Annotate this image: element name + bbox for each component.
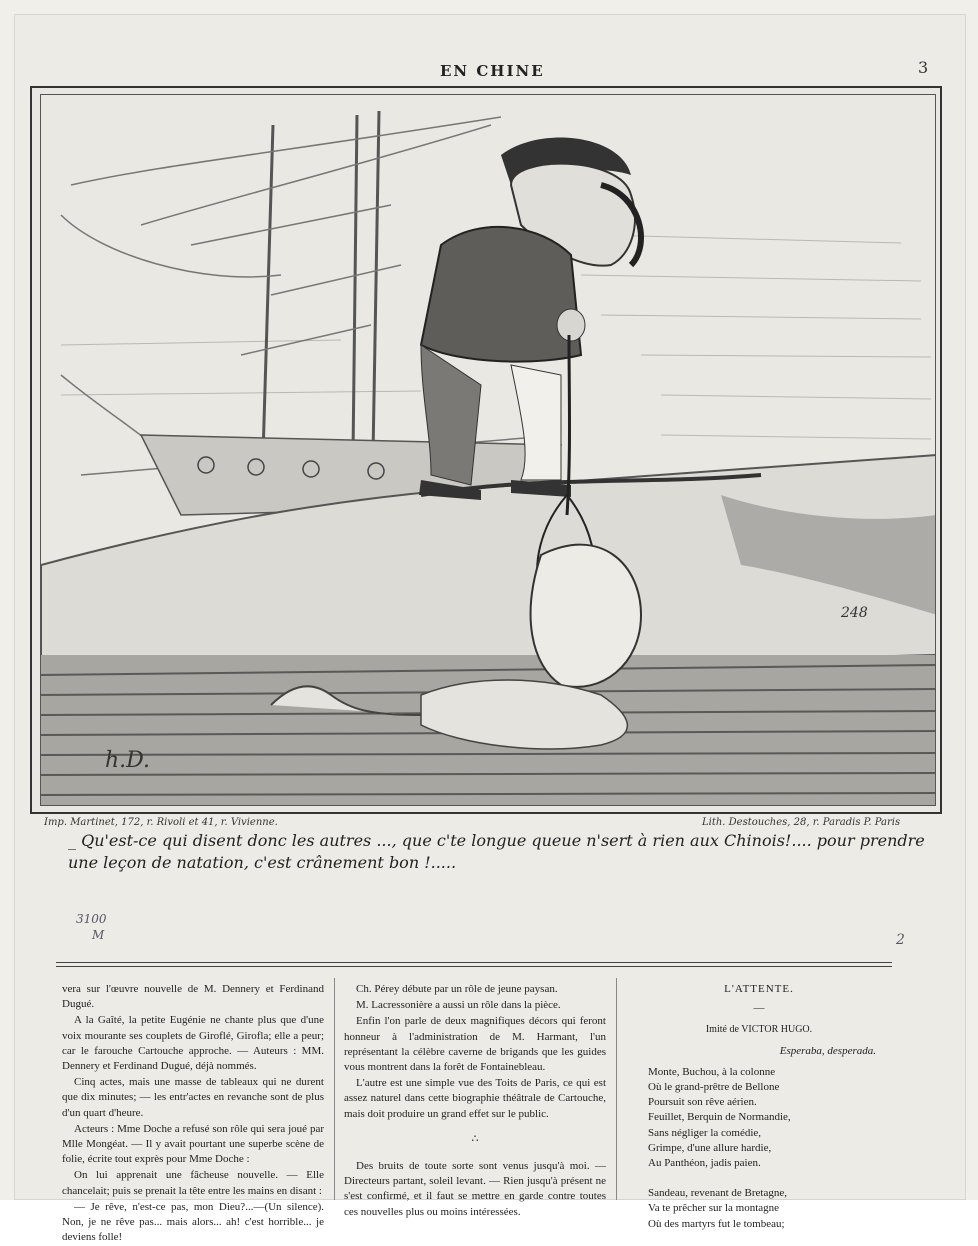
poem-line: Sandeau, revenant de Bretagne, — [648, 1187, 787, 1200]
caricature-drawing — [41, 95, 936, 806]
article-paragraph: L'autre est une simple vue des Toits de Paris, ce qui est assez naturel dans cette biographie théâtrale de Cartouche, mais doit produire un grand effet sur le public. — [344, 1077, 606, 1120]
poem-epigraph: Esperaba, desperada. — [779, 1044, 876, 1057]
article-paragraph: Des bruits de toute sorte sont venus jusqu'à moi. — Directeurs partant, soleil levant. — Rien jusqu'à présent ne s'est confirmé, et il faut se mettre en garde contre toutes ces nouvelles plus ou moins intéressées. — [344, 1160, 606, 1218]
article-paragraph: — Je rêve, n'est-ce pas, mon Dieu?...—(Un silence). Non, je ne rêve pas... mais alors... ah! c'est horrible... je deviens folle! — [62, 1200, 324, 1244]
section-separator: ∴ — [471, 1132, 479, 1145]
plate-number: 248 — [841, 605, 868, 621]
poem-line: Monte, Buchou, à la colonne — [648, 1065, 776, 1078]
pencil-annotation: M — [92, 928, 105, 942]
article-column-1 — [62, 982, 324, 1246]
column-divider — [616, 978, 617, 1200]
poem-line: Feuillet, Berquin de Normandie, — [648, 1111, 791, 1124]
lithographer-imprint: Lith. Destouches, 28, r. Paradis P. Paris — [702, 817, 901, 828]
page-number: 3 — [918, 58, 929, 77]
poem-line: Poursuit son rêve aérien. — [648, 1096, 757, 1109]
column-divider — [334, 978, 335, 1200]
lithograph-illustration — [40, 94, 936, 806]
article-paragraph: Acteurs : Mme Doche a refusé son rôle qui sera joué par Mlle Mongéat. — Il y avait pourtant une superbe scène de folie, écrite tout exprès pour Mme Doche : — [62, 1122, 324, 1166]
article-paragraph: Ch. Pérey débute par un rôle de jeune paysan. — [356, 983, 558, 995]
article-paragraph: Cinq actes, mais une masse de tableaux qui ne durent que dix minutes; — les entr'actes en revanche sont de plus d'un quart d'heure. — [62, 1076, 324, 1119]
poem-line: Où des martyrs fut le tombeau; — [648, 1217, 785, 1230]
lithograph-caption: _ Qu'est-ce qui disent donc les autres ..., que c'te longue queue n'sert à rien aux Chinois!.... pour prendre une leçon de natation, c'est crânement bon !..... — [68, 831, 925, 872]
page-header-title: EN CHINE — [440, 62, 545, 80]
article-column-2 — [344, 982, 606, 1221]
article-paragraph: A la Gaîté, la petite Eugénie ne chante plus que d'une voix mourante ses couplets de Giroflé, Girofla; elle a peur; car le farouche Cartouche approche. — Auteurs : MM. Dennery et Ferdinand Dugué, déjà nommés. — [62, 1014, 324, 1073]
poem-subtitle: Imité de VICTOR HUGO. — [705, 1024, 813, 1036]
poem-line: Où le grand-prêtre de Bellone — [648, 1081, 780, 1094]
poem-line: Va te prêcher sur la montagne — [648, 1202, 780, 1215]
pencil-annotation: 3100 — [76, 912, 107, 926]
poem-title-dash: — — [753, 1002, 765, 1015]
pencil-annotation: 2 — [896, 932, 905, 948]
poem-title: L'ATTENTE. — [724, 983, 794, 995]
column-top-rule — [56, 962, 892, 963]
article-paragraph: On lui apprenait une fâcheuse nouvelle. — Elle chancelait; puis se prenait la tête entre les mains en disant : — [62, 1169, 324, 1197]
article-paragraph: Enfin l'on parle de deux magnifiques décors qui feront honneur à l'administration de M. Harmant, l'un représentant la célèbre caverne de brigands que les guides vous montrent dans la forêt de Fontainebleau. — [344, 1015, 606, 1074]
column-top-rule — [56, 966, 892, 967]
article-paragraph: M. Lacressonière a aussi un rôle dans la pièce. — [356, 999, 561, 1012]
poem-stanza-break — [628, 1171, 890, 1186]
poem-column — [628, 982, 890, 1232]
artist-signature: h.D. — [105, 748, 151, 773]
printer-imprint: Imp. Martinet, 172, r. Rivoli et 41, r. Vivienne. — [44, 817, 278, 828]
poem-line: Au Panthéon, jadis paien. — [648, 1157, 761, 1170]
poem-line: Sans négliger la comédie, — [648, 1126, 762, 1139]
article-paragraph: vera sur l'œuvre nouvelle de M. Dennery et Ferdinand Dugué. — [62, 983, 324, 1011]
poem-line: Grimpe, d'une allure hardie, — [648, 1141, 772, 1154]
